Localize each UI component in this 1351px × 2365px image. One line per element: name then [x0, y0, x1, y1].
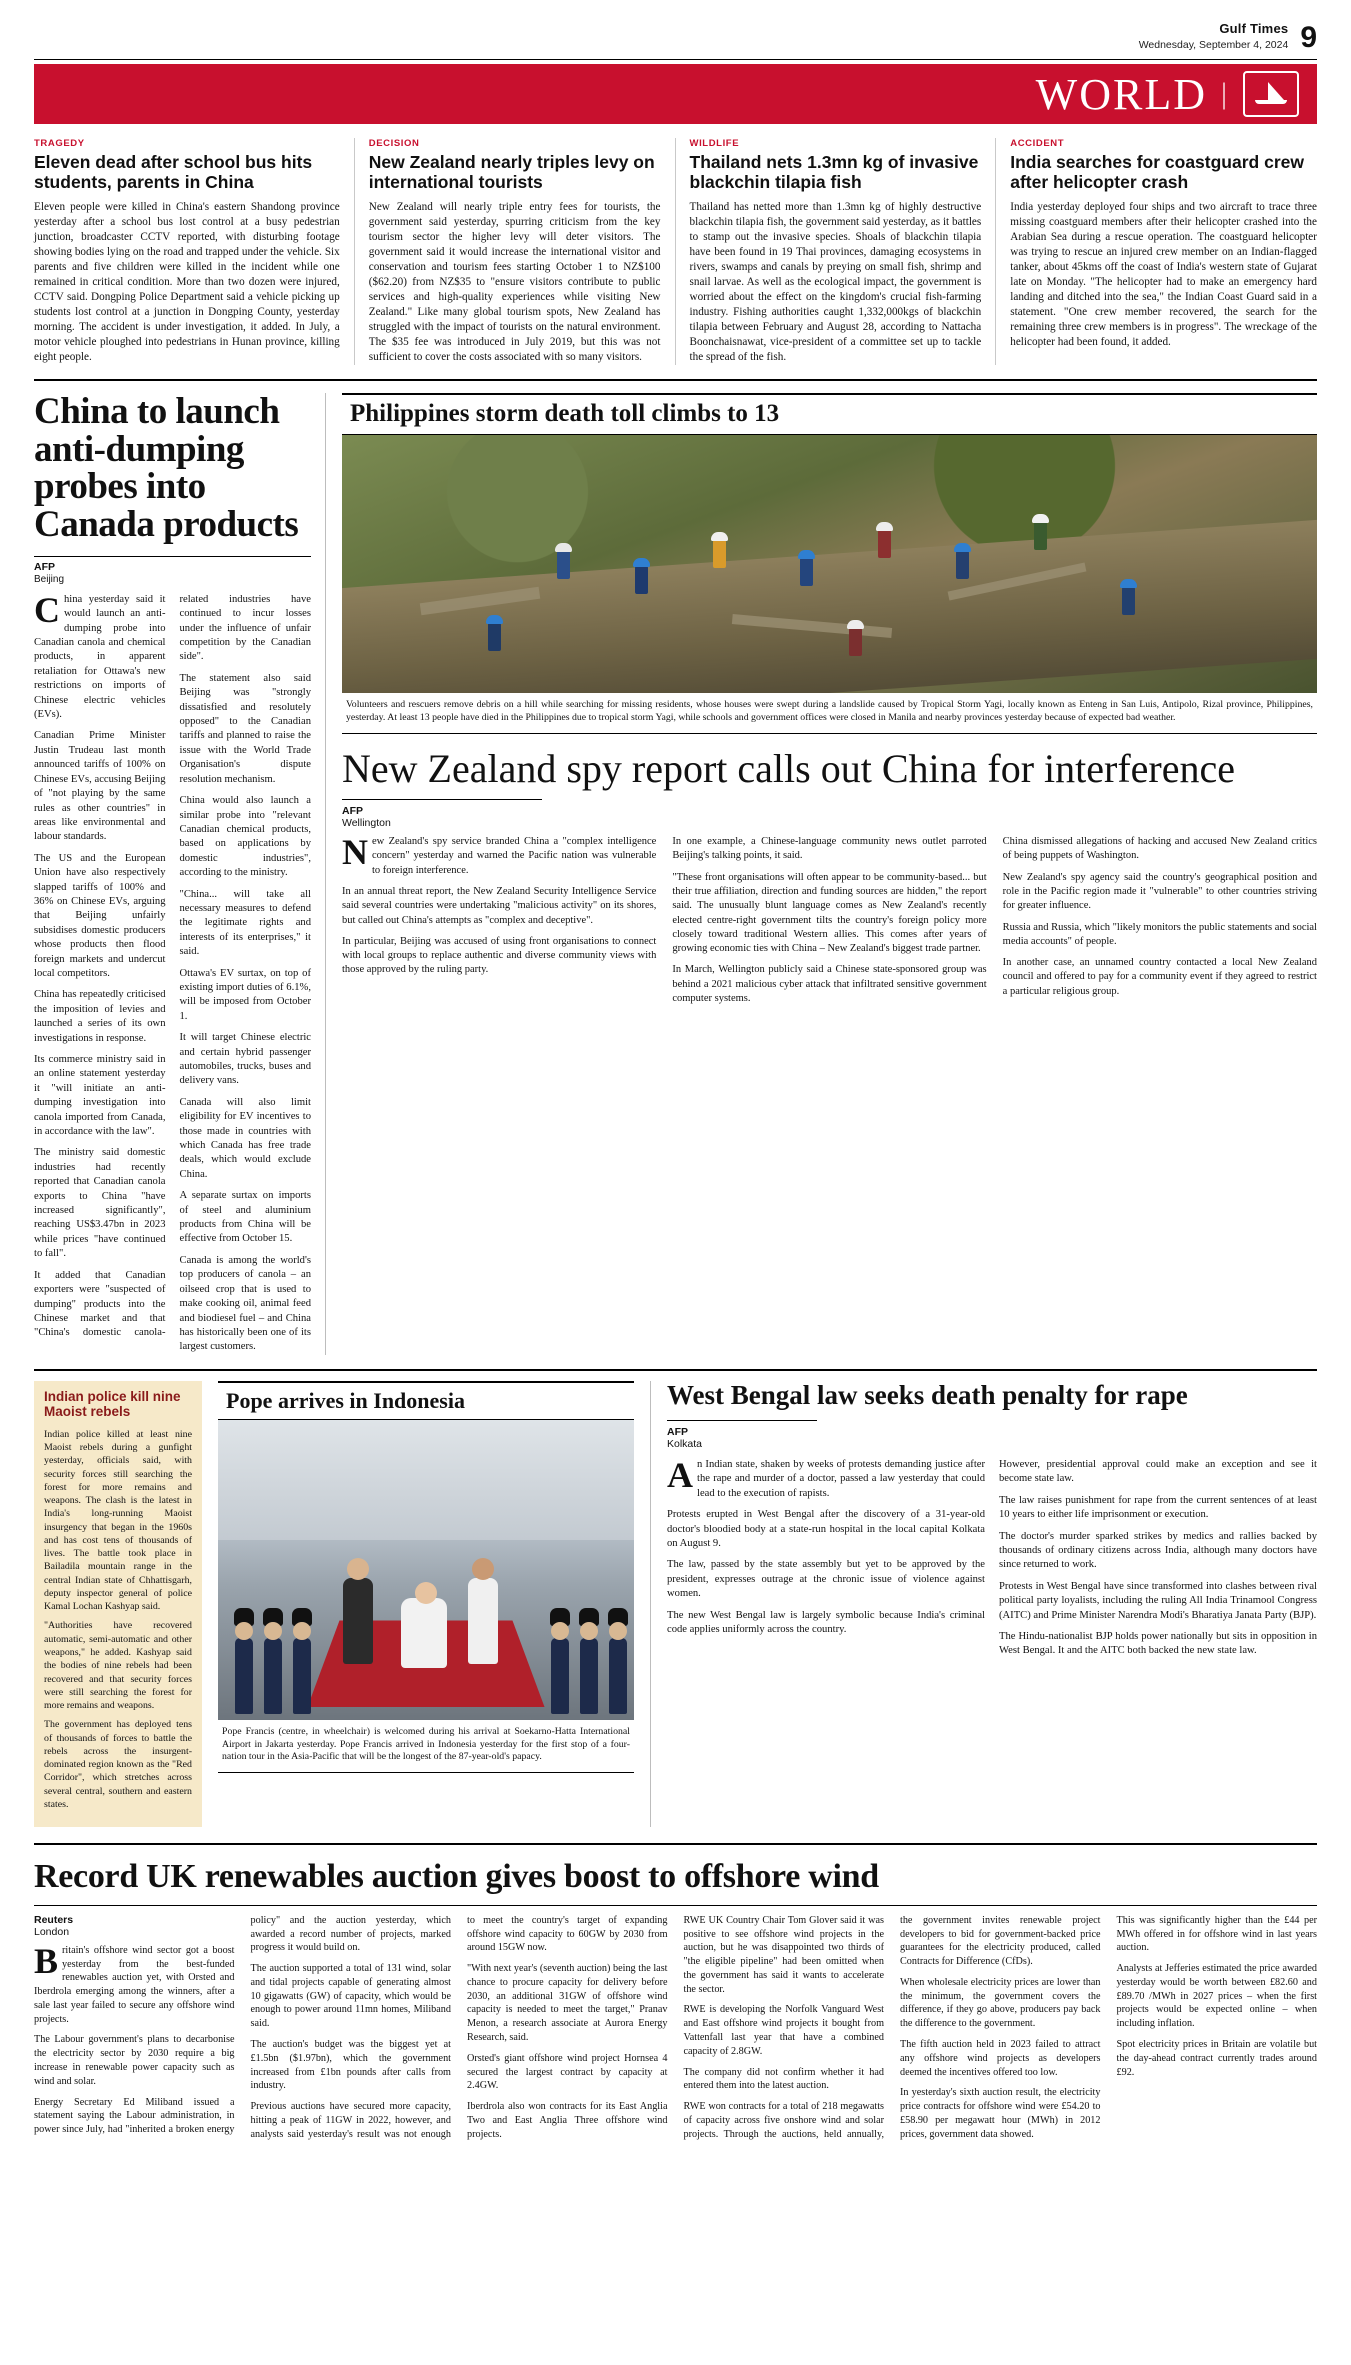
brief-headline: Eleven dead after school bus hits students, parents in China [34, 152, 313, 192]
masthead [34, 22, 1317, 55]
lead-paragraph: The US and the European Union have also respectively slapped tariffs of 100% and 36% on Chinese EVs, arguing that Beijing unfairly subsidises domestic producers whose products then flood foreign markets and undercut local competitors. [34, 852, 166, 979]
wb-paragraph: However, presidential approval could make an exception and see it become state law. [999, 1458, 1317, 1485]
lead-agency: AFP [34, 560, 55, 573]
nz-paragraph: Russia and Russia, which "likely monitors the public statements and social media accounts" of people. [1002, 921, 1317, 947]
publication-name: Gulf Times [1219, 21, 1289, 36]
nz-paragraph: In particular, Beijing was accused of using front organisations to connect with local groups to replace authentic and diverse community views with those approved by the ruling party. [342, 935, 657, 976]
maoist-paragraph: Indian police killed at least nine Maoist rebels during a gunfight yesterday, officials said, with security forces still searching the forest for more remains and weapons. The clash is the latest in India's long-running Maoist insurgency that began in the 1960s and has cost tens of thousands of lives. The battle took place in Bailadila mountain range in the central Indian state of Chhattisgarh, deputy inspector general of police Kamal Lochan Kashyap said. [44, 1428, 192, 1613]
brief-body: India yesterday deployed four ships and two aircraft to trace three missing coastguard members after their helicopter crashed into the Arabian Sea during a rescue operation. The coastguard helicopter was trying to rescue an injured crew member on an Indian-flagged tanker, about 45kms off the coast of India's western state of Gujarat late on Monday. "The helicopter had to make an emergency hard landing and ditched into the sea," the Indian Coast Guard said in a statement. "One crew member recovered, the search for the remaining three crew members is in progress". The wreckage of the helicopter had been found, it added. [1010, 200, 1317, 348]
nz-location: Wellington [342, 817, 391, 830]
dhow-boat-icon [1243, 71, 1299, 117]
brief-kicker: TRAGEDY [34, 138, 85, 149]
bottom-paragraph: In yesterday's sixth auction result, the electricity price contracts for offshore wind were £54.20 to £58.90 per megawatt hour (MWh) in 2012 prices, government data showed. [900, 2087, 1101, 2140]
philippines-photo [342, 435, 1317, 693]
wb-paragraph: The Hindu-nationalist BJP holds power nationally but sits in opposition in West Bengal. It and the AITC both backed the new state law. [999, 1630, 1317, 1657]
bottom-paragraph: Previous auctions have secured more capacity, hitting a peak of 11GW in 2022, however, and analysts said yesterday's result was not enough to meet the country's target of expanding offshore wind capacity to 60GW by 2030 from around 15GW now. [250, 1914, 668, 2140]
lead-paragraph: Canada will also limit eligibility for EV incentives to those made in countries with which Canada has free trade deals, which would exclude China. [179, 1096, 311, 1180]
wb-paragraph: An Indian state, shaken by weeks of protests demanding justice after the rape and murder of a doctor, passed a law yesterday that could lead to the execution of rapists. [667, 1454, 985, 1499]
lead-body [34, 589, 311, 1355]
nz-paragraph: China dismissed allegations of hacking and accused New Zealand critics of being puppets of Washington. [1002, 836, 1317, 862]
lead-story [34, 390, 326, 1355]
right-column [326, 393, 1317, 1355]
nz-paragraph: In one example, a Chinese-language community news outlet parroted Beijing's talking points, it said. [672, 836, 987, 862]
nz-body [342, 832, 1317, 1006]
lead-paragraph: China has repeatedly criticised the imposition of levies and launched a series of its own investigations in response. [34, 989, 166, 1044]
bottom-paragraph: Analysts at Jefferies estimated the price awarded yesterday would be worth between £82.60 and £89.70 /MWh in 2027 prices – when the first projects would be expected online – when including inflation. [1116, 1963, 1317, 2030]
bottom-paragraph: Energy Secretary Ed Miliband issued a statement saying the Labour administration, in power since July, had "inherited a broken energy policy" and the auction yesterday, which awarded a record number of projects, marked progress it would build on. [34, 1914, 451, 2136]
banner-divider: | [1220, 77, 1227, 110]
bottom-headline: Record UK renewables auction gives boost to offshore wind [34, 1858, 879, 1896]
maoist-headline: Indian police kill nine Maoist rebels [44, 1388, 181, 1420]
lead-paragraph: China yesterday said it would launch an anti-dumping probe into Canadian canola and chemical products, in apparent retaliation for Ottawa's new restrictions on imports of Chinese electric vehicles (EVs). [34, 589, 166, 721]
wb-paragraph: Protests erupted in West Bengal after the discovery of a 31-year-old doctor's bloodied body at a state-run hospital in the local capital Kolkata on August 9. [667, 1509, 985, 1549]
west-bengal-story [650, 1381, 1317, 1827]
lead-byline [34, 556, 311, 585]
brief-headline: New Zealand nearly triples levy on international tourists [368, 152, 655, 192]
philippines-caption: Volunteers and rescuers remove debris on a hill while searching for missing residents, whose houses were swept during a landslide caused by Tropical Storm Yagi, locally known as Enteng in San Luis, Antipolo, Rizal province, Philippines, yesterday. At least 13 people have died in the Philippines due to tropical storm Yagi, while schools and government offices were closed in Manila and nearby provinces yesterday because of expected bad weather. [342, 693, 1317, 733]
lead-paragraph: It added that Canadian exporters were "suspected of dumping" products into the Chinese market and that "China's domestic canola-related industries have continued to incur losses under the influence of unfair competition by the Canadian side". [34, 593, 311, 1339]
lead-location: Beijing [34, 573, 65, 585]
maoist-paragraph: "Authorities have recovered automatic, semi-automatic and other weapons," he added. Kashyap said the bodies of nine rebels had been recovered and that security forces were still searching the forest for more remains and weapons. [44, 1620, 192, 1712]
lead-paragraph: China would also launch a similar probe into "relevant Canadian chemical products, based on applications by domestic industries", according to the ministry. [179, 795, 311, 879]
maoist-paragraph: The government has deployed tens of thousands of forces to battle the rebels across the insurgent-dominated region known as the "Red Corridor", which stretches across several central, southern and eastern states. [44, 1719, 192, 1810]
brief-body: Thailand has netted more than 1.3mn kg of highly destructive blackchin tilapia fish, the government said yesterday, as it battles to stamp out the invasive species. Shoals of blackchin tilapia have been found in 19 Thai provinces, damaging ecosystems in rivers, swamps and canals by preying on small fish, shrimp and snail larvae. As well as the ecological impact, the government is worried about the effect on the kingdom's crucial fish-farming industry. Fishing authorities caught 1,332,000kgs of blackchin tilapia between February and August 28, according to Nattacha Boonchaisnawat, vice-president of a committee set up to tackle the spread of the fish. [689, 200, 982, 363]
brief-headline: India searches for coastguard crew after helicopter crash [1010, 152, 1304, 192]
brief-item [355, 138, 676, 365]
maoist-box [34, 1381, 202, 1827]
brief-kicker: DECISION [368, 138, 420, 149]
masthead-info [1139, 22, 1289, 51]
lead-paragraph: Canadian Prime Minister Justin Trudeau last month announced tariffs of 100% on Chinese EVs, accusing Beijing of "not playing by the same rules as other countries" in areas like environmental and labour standards. [34, 730, 166, 843]
nz-headline: New Zealand spy report calls out China for interference [342, 745, 1235, 791]
brief-item [34, 138, 355, 365]
main-grid [34, 390, 1317, 1355]
bottom-paragraph: Spot electricity prices in Britain are volatile but the day-ahead contract currently trades around £92. [1116, 2039, 1317, 2078]
nz-paragraph: New Zealand's spy service branded China a "complex intelligence concern" yesterday and warned the Pacific nation was vulnerable to foreign interference. [342, 832, 657, 876]
wb-headline: West Bengal law seeks death penalty for rape [667, 1379, 1188, 1410]
brief-body: Eleven people were killed in China's eastern Shandong province yesterday after a school bus lost control at a busy pedestrian junction, broadcaster CCTV reported, with disturbing footage showing bodies lying on the road and trapped under the vehicle. Six parents and five children were killed in the incident while one remained in critical condition. More than two dozen were injured, CCTV said. Dongping Police Department said a vehicle picking up students lost control at a junction in Dongping County, yesterday morning. The accident is under investigation, it added. In July, a motor vehicle ploughed into pedestrians in Hunan province, killing eight people. [34, 200, 340, 363]
wb-paragraph: The doctor's murder sparked strikes by medics and rallies backed by thousands of ordinary citizens across India, although many doctors have since returned to work. [999, 1530, 1317, 1571]
bottom-paragraph: Britain's offshore wind sector got a boost yesterday from the best-funded renewables auction yet, with Orsted and Iberdrola emerging among the winners, after a sale last year failed to secure any offshore wind projects. [34, 1940, 235, 2025]
lead-paragraph: Ottawa's EV surtax, on top of existing import duties of 6.1%, will be imposed from October 1. [179, 967, 311, 1022]
brief-body: New Zealand will nearly triple entry fees for tourists, the government said yesterday, spurring criticism from the key tourism sector the higher levy will deter visitors. The government said it would increase the international visitor and conservation and tourism fees starting October 1 to NZ$100 ($62.20) from NZ$35 to "ensure visitors contribute to public services and high-quality experiences while visiting New Zealand." Like many global tourism spots, New Zealand has struggled with the impact of tourists on the natural environment. The $35 fee was introduced in July 2019, but this was not sufficient to cover the costs associated with so many visitors. [368, 200, 661, 363]
lead-paragraph: The ministry said domestic industries had recently reported that Canadian canola exports to China "have increased significantly", reaching US$3.47bn in 2023 while prices "have continued to fall". [34, 1147, 166, 1260]
bottom-paragraph: RWE won contracts for a total of 218 megawatts of capacity across five onshore wind and solar projects. Through the auctions, held annually, the government invites renewable project developers to bid for government-backed price guarantees for the electricity produced, called Contracts for Difference (CfDs). [683, 1914, 1101, 2140]
lead-paragraph: "China... will take all necessary measures to defend the legitimate rights and interests of its enterprises," it said. [179, 888, 311, 958]
bottom-paragraph: RWE is developing the Norfolk Vanguard West and East offshore wind projects it bought from Vattenfall last year that have a combined capacity of 2.8GW. [683, 2004, 884, 2057]
brief-headline: Thailand nets 1.3mn kg of invasive blackchin tilapia fish [689, 152, 979, 192]
bottom-paragraph: Iberdrola also won contracts for its East Anglia Two and East Anglia Three offshore wind projects. [467, 2101, 668, 2140]
lead-paragraph: Canada is among the world's top producers of canola – an oilseed crop that is used to make cooking oil, animal feed and biodiesel fuel – and China has historically been one of its largest customers. [179, 1254, 311, 1353]
brief-kicker: WILDLIFE [689, 138, 740, 149]
bottom-paragraph: When wholesale electricity prices are lower than the minimum, the government covers the difference, if they go above, producers pay back the difference to the government. [900, 1976, 1101, 2030]
briefs-rule [34, 379, 1317, 381]
lead-paragraph: The statement also said Beijing was "strongly dissatisfied and resolutely opposed" to the Canadian tariffs and planned to raise the issue with the World Trade Organisation's dispute resolution mechanism. [179, 672, 311, 785]
bottom-paragraph: The company did not confirm whether it had entered them into the latest auction. [683, 2066, 884, 2092]
bottom-paragraph: The auction's budget was the biggest yet at £1.5bn ($1.97bn), which the government increased from £1bn pounds after calls from industry. [250, 2039, 451, 2092]
bottom-location: London [34, 1925, 70, 1938]
lead-paragraph: It will target Chinese electric and certain hybrid passenger automobiles, trucks, buses and delivery vans. [179, 1032, 311, 1087]
bottom-agency: Reuters [34, 1913, 74, 1926]
bottom-paragraph: "With next year's (seventh auction) being the last chance to procure capacity for delivery before 2030, an additional 31GW of offshore wind capacity is needed to meet the target," Pranav Menon, a research associate at Aurora Energy Research, said. [467, 1963, 668, 2043]
brief-kicker: ACCIDENT [1010, 138, 1065, 149]
bottom-paragraph: RWE UK Country Chair Tom Glover said it was positive to see offshore wind projects in the auction, but he was disappointed two thirds of "the eligible pipeline" had been omitted when the government has said it wants to accelerate the sector. [683, 1914, 884, 1995]
page-number: 9 [1300, 21, 1317, 54]
bottom-paragraph: Orsted's giant offshore wind project Hornsea 4 secured the largest contract by capacity at 2.4GW. [467, 2052, 668, 2092]
pope-photo [218, 1420, 634, 1720]
masthead-rule [34, 59, 1317, 60]
bottom-body [34, 1914, 1317, 2141]
pope-story [202, 1381, 650, 1827]
bottom-paragraph: The Labour government's plans to decarbonise the electricity sector by 2030 require a big increase in renewable power capacity such as wind and solar. [34, 2034, 235, 2087]
brief-item [996, 138, 1317, 365]
wb-paragraph: The law, passed by the state assembly but yet to be approved by the president, expresses outrage at the chronic issue of violence against women. [667, 1559, 985, 1600]
brief-item [676, 138, 997, 365]
philippines-headline: Philippines storm death toll climbs to 13 [342, 393, 1317, 435]
nz-paragraph: In an annual threat report, the New Zealand Security Intelligence Service said several countries were undertaking "malicious activity" on its shores, but called out China's attempts as "complex and deceptive". [342, 885, 657, 926]
bottom-paragraph: The fifth auction held in 2023 failed to attract any offshore wind projects as developers deemed the incentives offered too low. [900, 2039, 1101, 2078]
lower-band [34, 1369, 1317, 1827]
pope-headline: Pope arrives in Indonesia [218, 1381, 634, 1420]
wb-agency: AFP [667, 1425, 688, 1438]
lead-paragraph: Its commerce ministry said in an online statement yesterday it "will initiate an anti-dumping investigation into canola imported from Canada, in accordance with the law". [34, 1054, 166, 1138]
nz-paragraph: In another case, an unnamed country contacted a local New Zealand council and offered to pay for a community event if they agreed to restrict a particular religious group. [1002, 957, 1317, 997]
nz-paragraph: "These front organisations will often appear to be community-based... but their true affiliation, direction and funding sources are hidden," the report said. The unusually blunt language comes as New Zealand's recently elected centre-right government tilts the country's foreign policy more closely toward traditional Western allies. This comes after years of growing economic ties with China – New Zealand's biggest trade partner. [672, 871, 987, 955]
top-briefs [34, 138, 1317, 365]
section-title: WORLD [1035, 69, 1207, 119]
bottom-paragraph: This was significantly higher than the £44 per MWh offered in for offshore wind in last years auction. [1116, 1914, 1317, 1954]
nz-agency: AFP [342, 805, 363, 818]
wb-location: Kolkata [667, 1437, 703, 1450]
pope-caption: Pope Francis (centre, in wheelchair) is welcomed during his arrival at Soekarno-Hatta International Airport in Jakarta yesterday. Pope Francis arrived in Indonesia yesterday for the first stop of a four-nation tour in the Asia-Pacific that will be the longest of the 87-year-old's papacy. [218, 1720, 634, 1773]
lead-paragraph: A separate surtax on imports of steel and aluminium products from China will be effective from October 15. [179, 1190, 311, 1245]
bottom-story [34, 1843, 1317, 2141]
publication-date: Wednesday, September 4, 2024 [1138, 38, 1289, 51]
wb-body [667, 1454, 1317, 1659]
wb-paragraph: Protests in West Bengal have since transformed into clashes between rival political party loyalists, including the ruling All India Trinamool Congress (AITC) and Prime Minister Narendra Modi's Bharatiya Janata Party (BJP). [999, 1580, 1317, 1621]
section-banner [34, 64, 1317, 124]
lead-headline: China to launch anti-dumping probes into Canada products [34, 390, 299, 546]
nz-paragraph: In March, Wellington publicly said a Chinese state-sponsored group was behind a 2021 malicious cyber attack that infiltrated sensitive government computer systems. [672, 964, 987, 1004]
wb-paragraph: The law raises punishment for rape from the current sentences of at least 10 years to either life imprisonment or execution. [999, 1494, 1317, 1521]
nz-paragraph: New Zealand's spy agency said the country's geographical position and role in the Pacific region made it "vulnerable" to other countries striving for greater influence. [1002, 871, 1317, 912]
bottom-paragraph: The auction supported a total of 131 wind, solar and tidal projects capable of generating almost 10 gigawatts (GW) of capacity, which would be enough to power around 11mn homes, Miliband said. [250, 1963, 451, 2030]
wb-paragraph: The new West Bengal law is largely symbolic because India's criminal code applies uniformly across the country. [667, 1609, 985, 1635]
